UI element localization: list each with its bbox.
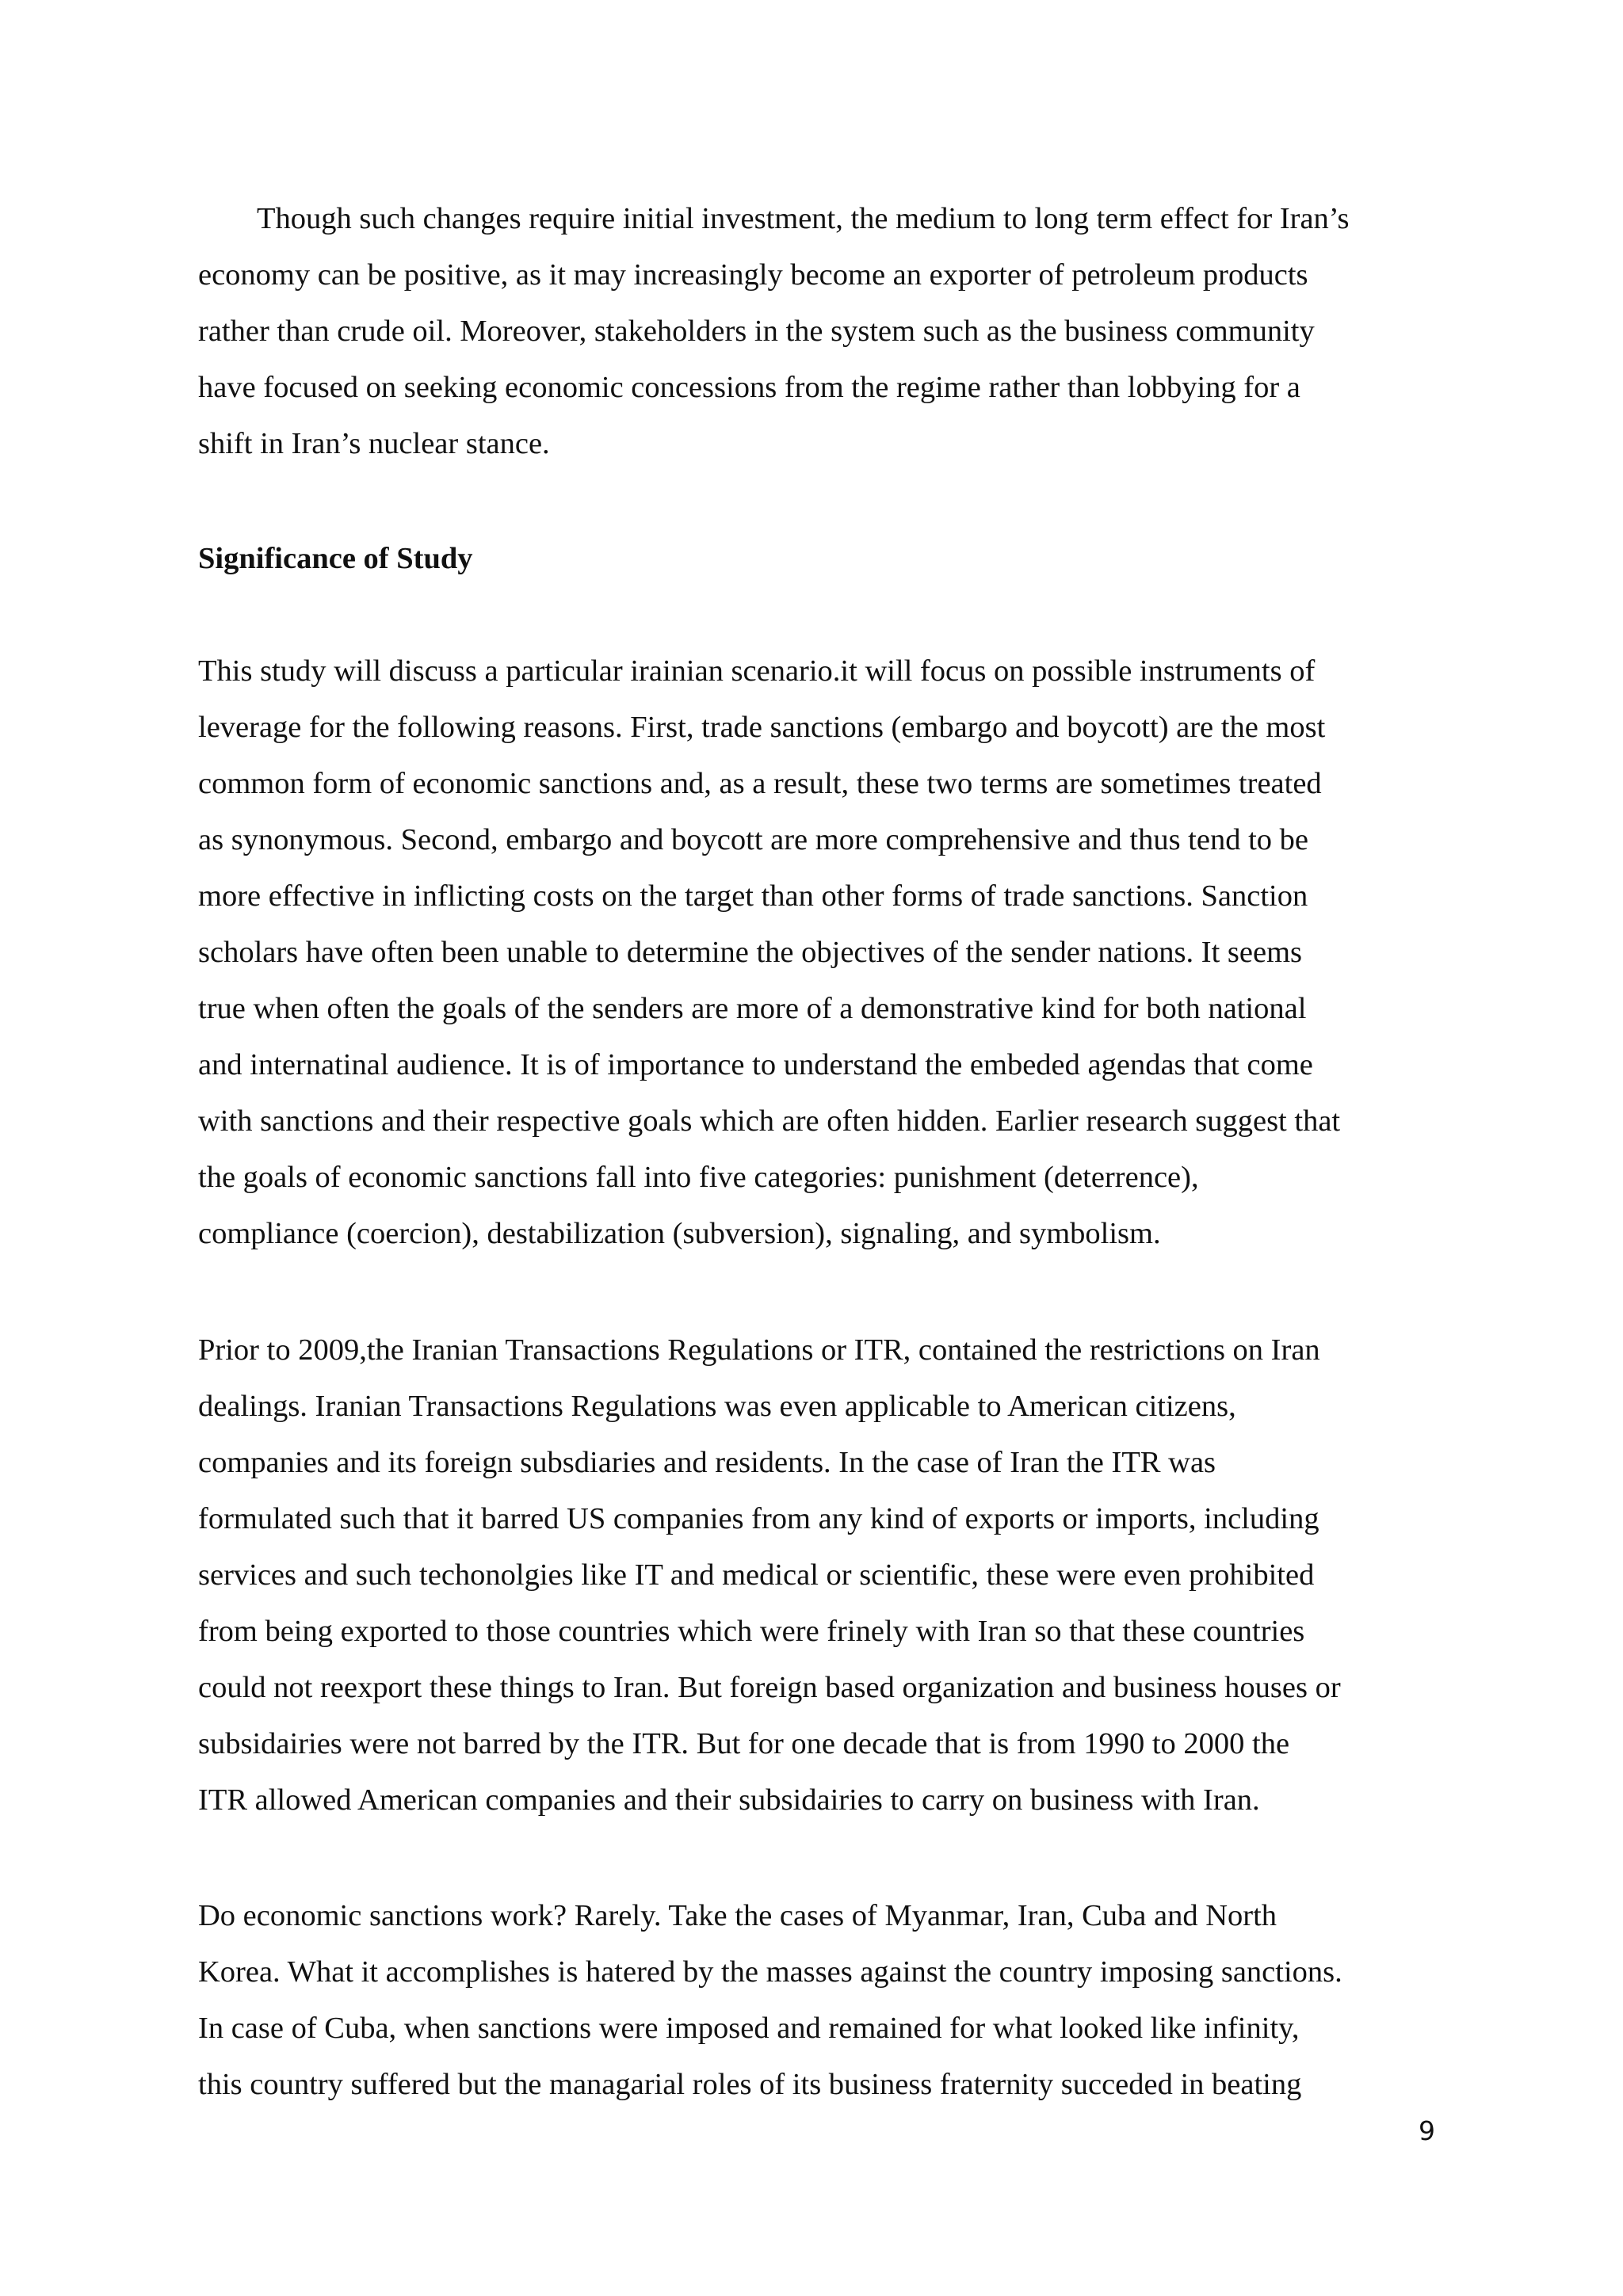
paragraph-2 [198,643,1434,1262]
paragraph-line: formulated such that it barred US companies from any kind of exports or imports, including [198,1502,1319,1535]
paragraph-line: from being exported to those countries which were frinely with Iran so that these countries [198,1615,1305,1648]
paragraph-1 [198,191,1434,472]
paragraph-line: this country suffered but the managarial roles of its business fraternity succeded in beating [198,2068,1302,2101]
paragraph-line: rather than crude oil. Moreover, stakeholders in the system such as the business community [198,315,1315,348]
paragraph-3 [198,1322,1434,1829]
paragraph-line: shift in Iran’s nuclear stance. [198,427,550,460]
paragraph-line: the goals of economic sanctions fall into five categories: punishment (deterrence), [198,1161,1199,1194]
paragraph-line: compliance (coercion), destabilization (subversion), signaling, and symbolism. [198,1217,1161,1250]
paragraph-line: more effective in inflicting costs on the target than other forms of trade sanctions. Sanction [198,879,1308,913]
paragraph-line: Do economic sanctions work? Rarely. Take the cases of Myanmar, Iran, Cuba and North [198,1899,1277,1932]
paragraph-line: dealings. Iranian Transactions Regulations was even applicable to American citizens, [198,1390,1236,1423]
paragraph-line: This study will discuss a particular irainian scenario.it will focus on possible instruments of [198,654,1316,688]
paragraph-line: with sanctions and their respective goals which are often hidden. Earlier research suggest that [198,1104,1341,1138]
paragraph-line: common form of economic sanctions and, as a result, these two terms are sometimes treated [198,767,1322,800]
page-number: 9 [1419,2115,1435,2146]
paragraph-line: Korea. What it accomplishes is hatered by the masses against the country imposing sanctions. [198,1955,1342,1989]
paragraph-line: as synonymous. Second, embargo and boycott are more comprehensive and thus tend to be [198,823,1309,856]
paragraph-line: true when often the goals of the senders are more of a demonstrative kind for both national [198,992,1307,1025]
paragraph-line: ITR allowed American companies and their subsidairies to carry on business with Iran. [198,1783,1260,1817]
paragraph-line: scholars have often been unable to determine the objectives of the sender nations. It seems [198,936,1303,969]
paragraph-line: could not reexport these things to Iran. But foreign based organization and business houses or [198,1671,1341,1704]
paragraph-line: Prior to 2009,the Iranian Transactions Regulations or ITR, contained the restrictions on Iran [198,1333,1320,1367]
section-heading: Significance of Study [198,542,473,575]
paragraph-line: services and such techonolgies like IT and medical or scientific, these were even prohibited [198,1558,1315,1592]
paragraph-line: economy can be positive, as it may increasingly become an exporter of petroleum products [198,258,1308,292]
paragraph-line: companies and its foreign subsdiaries and residents. In the case of Iran the ITR was [198,1446,1216,1479]
paragraph-line: have focused on seeking economic concessions from the regime rather than lobbying for a [198,371,1300,404]
paragraph-line: leverage for the following reasons. First, trade sanctions (embargo and boycott) are the most [198,711,1326,744]
paragraph-line: subsidairies were not barred by the ITR. But for one decade that is from 1990 to 2000 the [198,1727,1290,1760]
paragraph-line: Though such changes require initial investment, the medium to long term effect for Iran’s [257,202,1350,235]
paragraph-line: In case of Cuba, when sanctions were imposed and remained for what looked like infinity, [198,2012,1300,2045]
paragraph-line: and internatinal audience. It is of importance to understand the embeded agendas that come [198,1048,1313,1081]
paragraph-4 [198,1888,1434,2113]
